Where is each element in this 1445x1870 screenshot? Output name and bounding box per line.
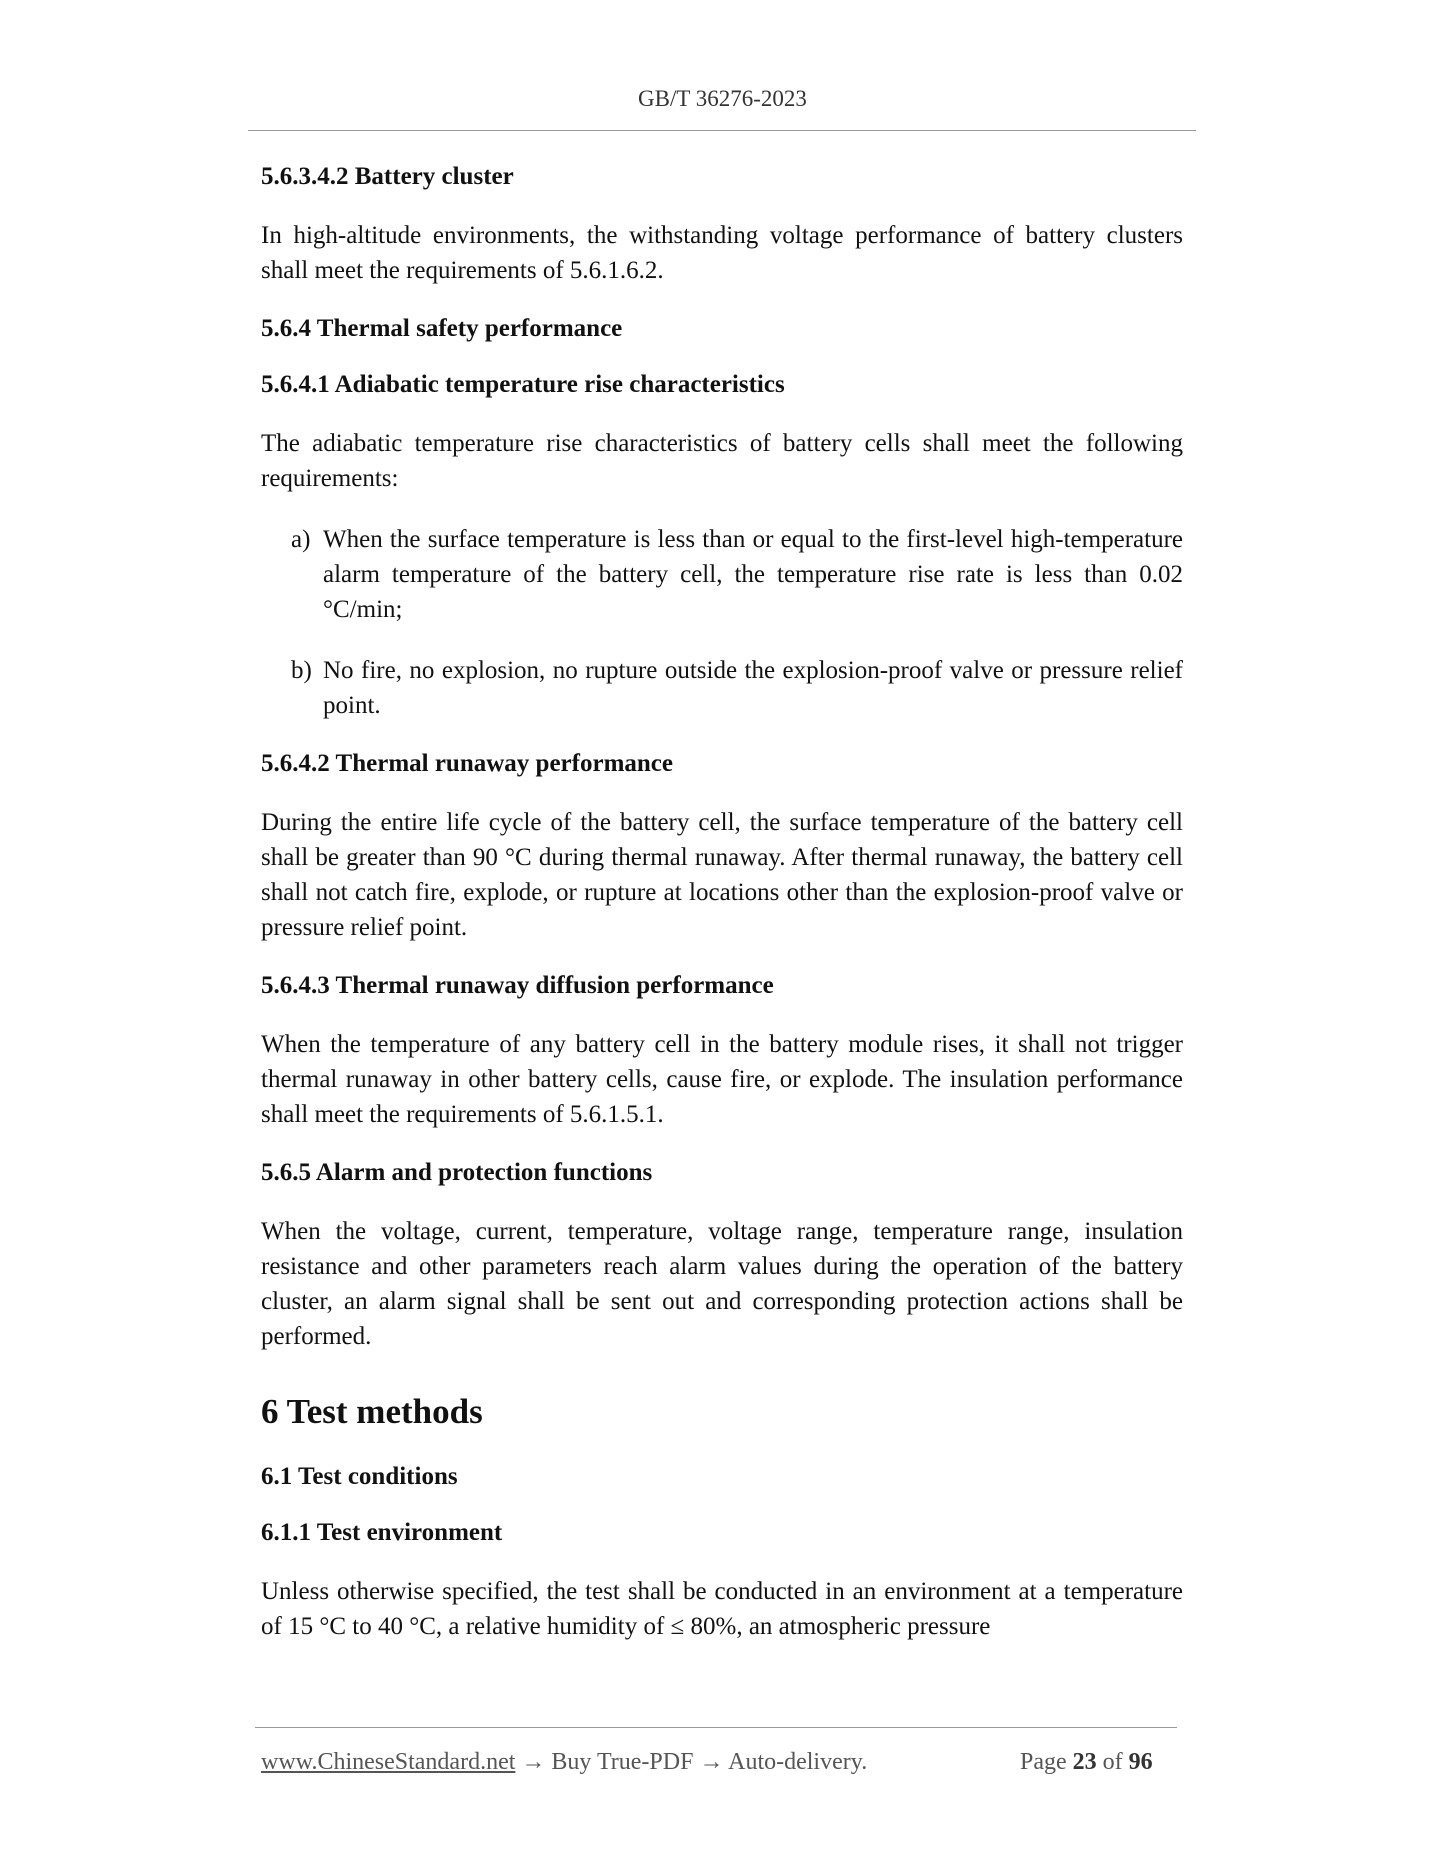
list-item-text: When the surface temperature is less than or equal to the first-level high-temperature alarm temperature of the battery cell, the temperature rise rate is less than 0.02 °C/min; [323, 526, 1183, 623]
header-divider [248, 130, 1196, 131]
page-content [261, 162, 1183, 1670]
of-word: of [1102, 1749, 1123, 1775]
list-item [261, 522, 1183, 627]
chapter-title-test-methods: 6 Test methods [261, 1392, 483, 1431]
page-number [1020, 1749, 1153, 1776]
footer-tagline: → Buy True-PDF → Auto-delivery. [515, 1749, 868, 1775]
total-pages: 96 [1128, 1749, 1153, 1775]
heading-5-6-4-1: 5.6.4.1 Adiabatic temperature rise characteristics [261, 371, 785, 398]
paragraph-diffusion: When the temperature of any battery cell in the battery module rises, it shall not trigger thermal runaway in other battery cells, cause fire, or explode. The insulation performance shall meet the requirements of 5.6.1.5.1. [261, 1031, 1183, 1128]
list-item [261, 653, 1183, 723]
heading-6-1: 6.1 Test conditions [261, 1463, 458, 1490]
heading-5-6-4-3: 5.6.4.3 Thermal runaway diffusion performance [261, 972, 774, 999]
page-word: Page [1020, 1749, 1067, 1775]
requirements-list [261, 522, 1183, 723]
heading-5-6-3-4-2: 5.6.3.4.2 Battery cluster [261, 163, 514, 190]
list-item-text: No fire, no explosion, no rupture outside the explosion-proof valve or pressure relief point. [323, 657, 1183, 719]
footer-promo [261, 1749, 867, 1776]
heading-6-1-1: 6.1.1 Test environment [261, 1519, 503, 1546]
heading-5-6-4-2: 5.6.4.2 Thermal runaway performance [261, 750, 673, 777]
list-marker: a) [291, 526, 311, 553]
current-page: 23 [1072, 1749, 1097, 1775]
footer-divider [255, 1727, 1177, 1728]
site-link[interactable]: www.ChineseStandard.net [261, 1749, 516, 1775]
paragraph-thermal-runaway: During the entire life cycle of the battery cell, the surface temperature of the battery cell shall be greater than 90 °C during thermal runaway. After thermal runaway, the battery cell shall not catch fire, explode, or rupture at locations other than the explosion-proof valve or pressure relief point. [261, 809, 1183, 941]
document-header-id: GB/T 36276-2023 [638, 86, 807, 111]
paragraph-alarm-protection: When the voltage, current, temperature, voltage range, temperature range, insulation resistance and other parameters reach alarm values during the operation of the battery cluster, an alarm signal shall be sent out and corresponding protection actions shall be performed. [261, 1218, 1183, 1350]
paragraph-battery-cluster: In high-altitude environments, the withstanding voltage performance of battery clusters shall meet the requirements of 5.6.1.6.2. [261, 222, 1183, 284]
list-marker: b) [291, 657, 312, 684]
paragraph-adiabatic: The adiabatic temperature rise characteristics of battery cells shall meet the following requirements: [261, 430, 1183, 492]
heading-5-6-4: 5.6.4 Thermal safety performance [261, 315, 623, 342]
heading-5-6-5: 5.6.5 Alarm and protection functions [261, 1159, 653, 1186]
paragraph-test-environment: Unless otherwise specified, the test shall be conducted in an environment at a temperature of 15 °C to 40 °C, a relative humidity of ≤ 80%, an atmospheric pressure [261, 1578, 1183, 1640]
